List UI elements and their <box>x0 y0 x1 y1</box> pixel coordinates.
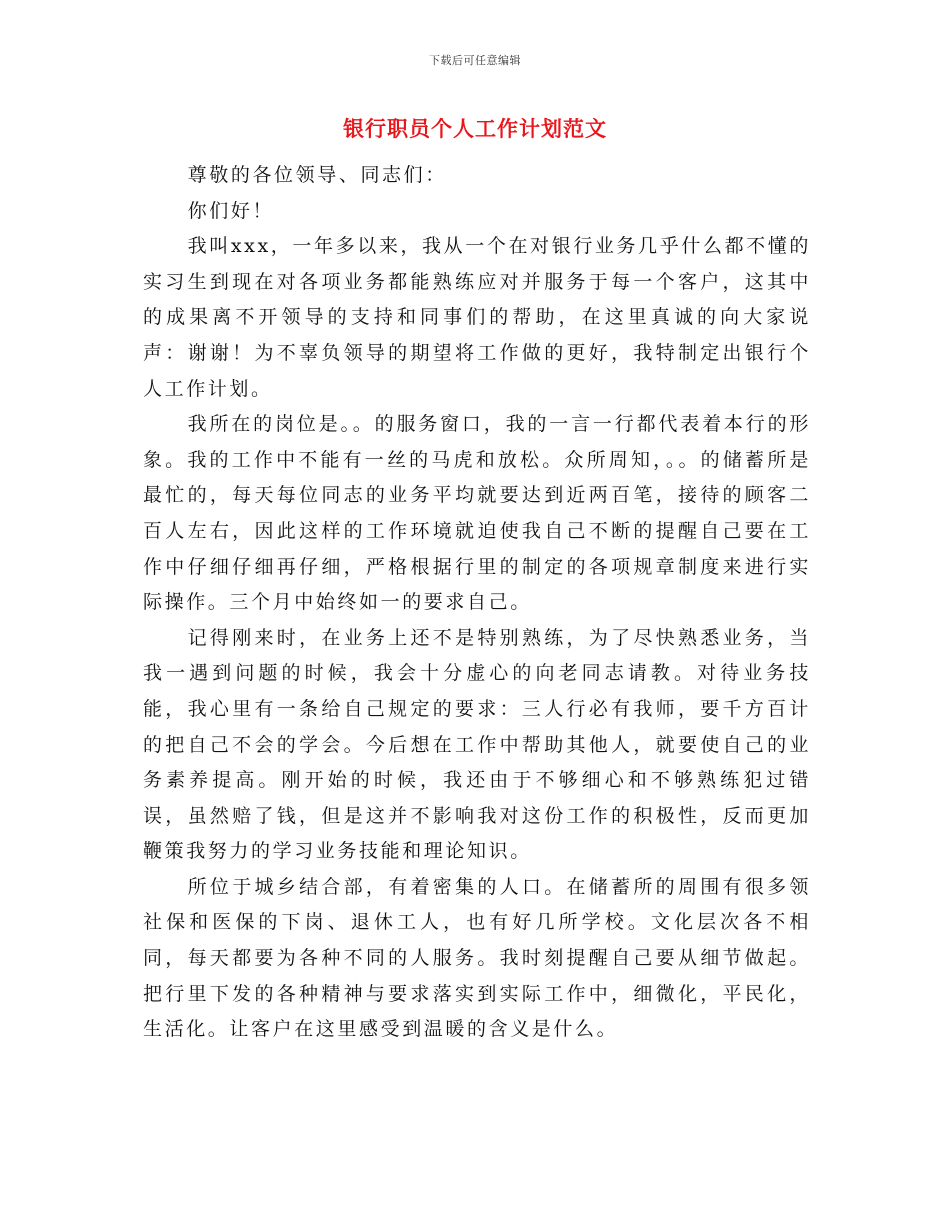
paragraph-learning: 记得刚来时，在业务上还不是特别熟练，为了尽快熟悉业务，当我一遇到问题的时候，我会十分虚心的向老同志请教。对待业务技能，我心里有一条给自己规定的要求：三人行必有我师，要千方百计的把自己不会的学会。今后想在工作中帮助其他人，就要使自己的业务素养提高。刚开始的时候，我还由于不够细心和不够熟练犯过错误，虽然赔了钱，但是这并不影响我对这份工作的积极性，反而更加鞭策我努力的学习业务技能和理论知识。 <box>143 626 811 863</box>
paragraph-position: 我所在的岗位是。。的服务窗口，我的一言一行都代表着本行的形象。我的工作中不能有一丝的马虎和放松。众所周知，。。的储蓄所是最忙的，每天每位同志的业务平均就要达到近两百笔，接待的顾客二百人左右，因此这样的工作环境就迫使我自己不断的提醒自己要在工作中仔细仔细再仔细，严格根据行里的制定的各项规章制度来进行实际操作。三个月中始终如一的要求自己。 <box>143 413 811 614</box>
document-body <box>143 158 811 1048</box>
header-note: 下载后可任意编辑 <box>429 54 521 67</box>
paragraph-location: 所位于城乡结合部，有着密集的人口。在储蓄所的周围有很多领社保和医保的下岗、退休工人，也有好几所学校。文化层次各不相同，每天都要为各种不同的人服务。我时刻提醒自己要从细节做起。把行里下发的各种精神与要求落实到实际工作中，细微化，平民化，生活化。让客户在这里感受到温暖的含义是什么。 <box>143 875 811 1041</box>
paragraph-introduction: 我叫xxx，一年多以来，我从一个在对银行业务几乎什么都不懂的实习生到现在对各项业务都能熟练应对并服务于每一个客户，这其中的成果离不开领导的支持和同事们的帮助，在这里真诚的向大家说声：谢谢！为不辜负领导的期望将工作做的更好，我特制定出银行个人工作计划。 <box>143 235 811 400</box>
document-title: 银行职员个人工作计划范文 <box>343 116 607 141</box>
paragraph-salutation: 尊敬的各位领导、同志们： <box>187 164 447 186</box>
paragraph-greeting: 你们好！ <box>187 199 275 222</box>
